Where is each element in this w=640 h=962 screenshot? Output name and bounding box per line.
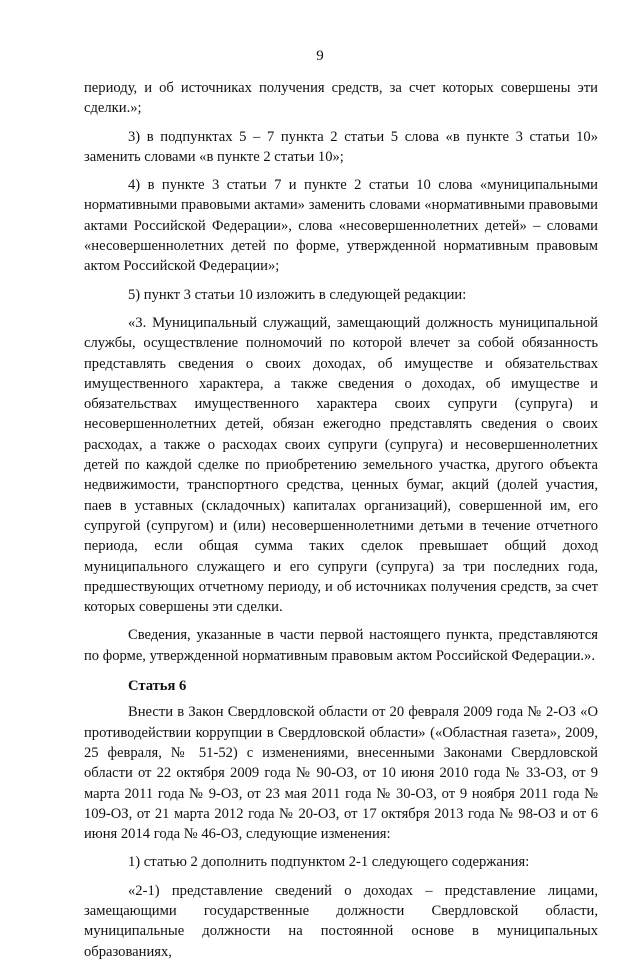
article-heading: Статья 6 — [128, 678, 187, 695]
paragraph-item-3: 3) в подпунктах 5 – 7 пункта 2 статьи 5 слова «в пункте 3 статьи 10» заменить словами «в пункте 2 статьи 10»; — [84, 128, 598, 165]
paragraph-item-5: 5) пункт 3 статьи 10 изложить в следующей редакции: — [128, 286, 467, 303]
paragraph-quoted-clause-3: «3. Муниципальный служащий, замещающий должность муниципальной службы, осуществление полномочий по которой влечет за собой обязанность представлять сведения о своих доходах, об имуществе и обязательствах имущественного характера, а также сведения о доходах, об имуществе и обязательствах имущественного характера своих супруги (супруга) и несовершеннолетних детей, обязан ежегодно представлять сведения о своих расходах, а также о расходах своих супруги (супруга) и несовершеннолетних детей по каждой сделке по приобретению земельного участка, другого объекта недвижимости, транспортного средства, ценных бумаг, акций (долей участия, паев в уставных (складочных) капиталах организаций), совершенной им, его супругой (супругом) и (или) несовершеннолетними детьми в течение отчетного периода, если общая сумма таких сделок превышает общий доход муниципального служащего и его супруги (супруга) за три последних года, предшествующих отчетному периоду, и об источниках получения средств, за счет которых совершены эти сделки. — [84, 314, 598, 616]
paragraph-item-1: 1) статью 2 дополнить подпунктом 2-1 следующего содержания: — [128, 854, 530, 871]
paragraph-continuation: периоду, и об источниках получения средств, за счет которых совершены эти сделки.»; — [84, 80, 598, 117]
page-number: 9 — [316, 48, 324, 64]
paragraph-form-note: Сведения, указанные в части первой настоящего пункта, представляются по форме, утвержденной нормативным правовым актом Российской Федерации.». — [84, 627, 598, 664]
paragraph-quoted-subitem-2-1: «2-1) представление сведений о доходах – представление лицами, замещающими государственные должности Свердловской области, муниципальные должности на постоянной основе в муниципальных образованиях, — [84, 882, 598, 960]
document-body — [84, 78, 598, 962]
paragraph-item-4: 4) в пункте 3 статьи 7 и пункте 2 статьи 10 слова «муниципальными нормативными правовыми актами» заменить словами «нормативными правовыми актами Российской Федерации», слова «несовершеннолетних детей» – словами «несовершеннолетних детей по форме, утвержденной нормативным правовым актом Российской Федерации»; — [84, 177, 598, 275]
paragraph-article-6-intro: Внести в Закон Свердловской области от 20 февраля 2009 года № 2-ОЗ «О противодействии коррупции в Свердловской области» («Областная газета», 2009, 25 февраля, № 51-52) с изменениями, внесенными Законами Свердловской области от 22 октября 2009 года № 90-ОЗ, от 10 июня 2010 года № 33-ОЗ, от 9 марта 2011 года № 9-ОЗ, от 23 мая 2011 года № 30-ОЗ, от 9 ноября 2011 года № 109-ОЗ, от 21 марта 2012 года № 20-ОЗ, от 17 октября 2013 года № 98-ОЗ и от 6 июня 2014 года № 46-ОЗ, следующие изменения: — [84, 704, 598, 843]
